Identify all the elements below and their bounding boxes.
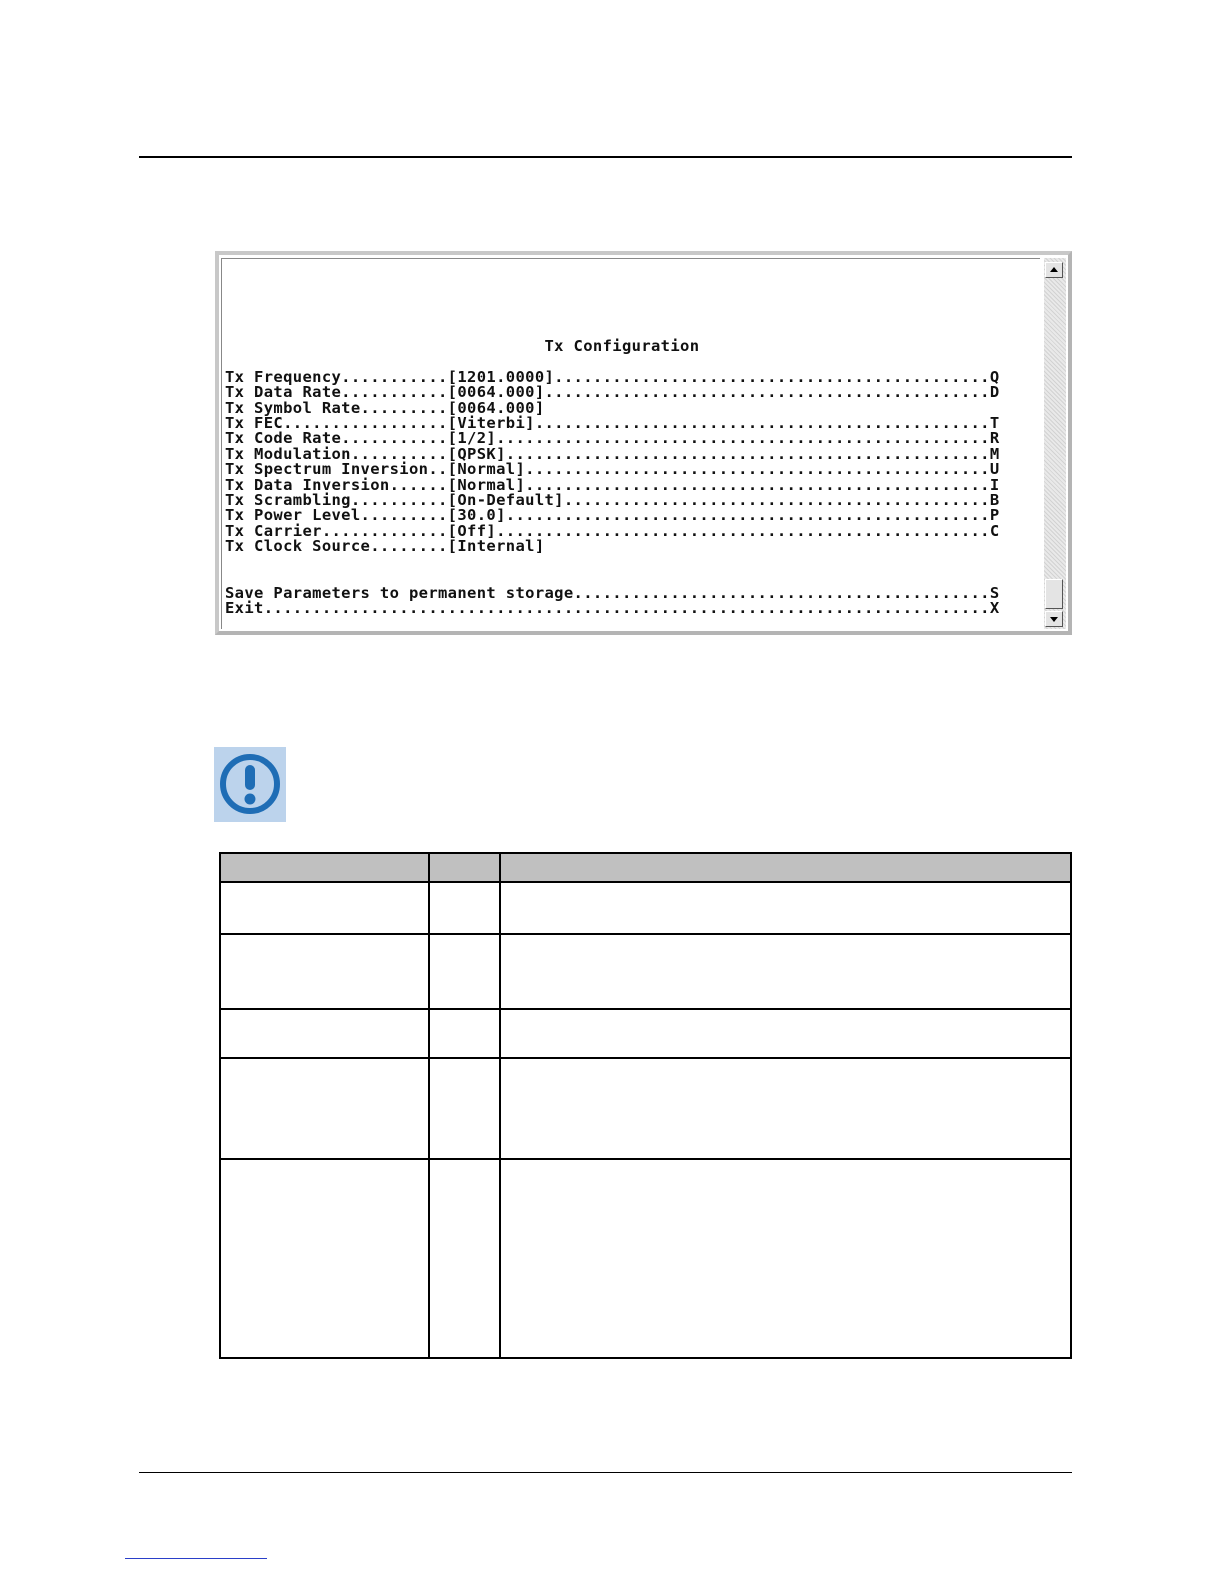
table-row [220, 1058, 1071, 1159]
table-cell [500, 1058, 1071, 1159]
terminal-screen [221, 258, 1040, 629]
table-cell [220, 1159, 429, 1358]
footer-link-underline [125, 1558, 267, 1559]
table-cell [429, 1009, 500, 1058]
table-cell [220, 882, 429, 934]
table-cell [500, 1009, 1071, 1058]
header-rule [139, 156, 1072, 158]
vertical-scrollbar[interactable] [1044, 258, 1066, 629]
exclamation-circle-icon [214, 747, 286, 822]
terminal-window [215, 251, 1072, 635]
table-cell [429, 882, 500, 934]
scroll-down-button[interactable] [1045, 611, 1063, 627]
table-cell [220, 934, 429, 1009]
table-cell [220, 1009, 429, 1058]
table-header-cell [220, 853, 429, 882]
table-cell [500, 934, 1071, 1009]
table-cell [220, 1058, 429, 1159]
arrow-down-icon [1050, 617, 1058, 622]
footer-rule [139, 1472, 1072, 1473]
table-row [220, 1009, 1071, 1058]
table-cell [429, 1159, 500, 1358]
terminal-text: Tx Configuration Tx Frequency...........[1201.0000].............................................Q Tx Data Rate...........[0064.000]..............................................D Tx Symbol Rate.........[0064.000] Tx FEC.................[Viterbi]...............................................T Tx Code Rate...........[1/2]...................................................R Tx Modulation..........[QPSK]..................................................M Tx Spectrum Inversion..[Normal]................................................U Tx Data Inversion......[Normal]................................................I Tx Scrambling..........[On-Default]............................................B Tx Power Level.........[30.0]..................................................P Tx Carrier.............[Off]...................................................C Tx Clock Source........[Internal] Save Parameters to permanent storage...........................................S Exit...........................................................................X [225, 337, 1000, 617]
table-header-cell [500, 853, 1071, 882]
table-header-cell [429, 853, 500, 882]
parameter-table [219, 852, 1072, 1359]
table-row [220, 934, 1071, 1009]
table-cell [500, 1159, 1071, 1358]
table-cell [500, 882, 1071, 934]
table-cell [429, 934, 500, 1009]
scroll-up-button[interactable] [1045, 262, 1063, 278]
arrow-up-icon [1050, 267, 1058, 272]
table-row [220, 882, 1071, 934]
table-header-row [220, 853, 1071, 882]
table-row [220, 1159, 1071, 1358]
notice-icon-box [214, 747, 286, 822]
table-cell [429, 1058, 500, 1159]
scroll-thumb[interactable] [1045, 579, 1063, 609]
